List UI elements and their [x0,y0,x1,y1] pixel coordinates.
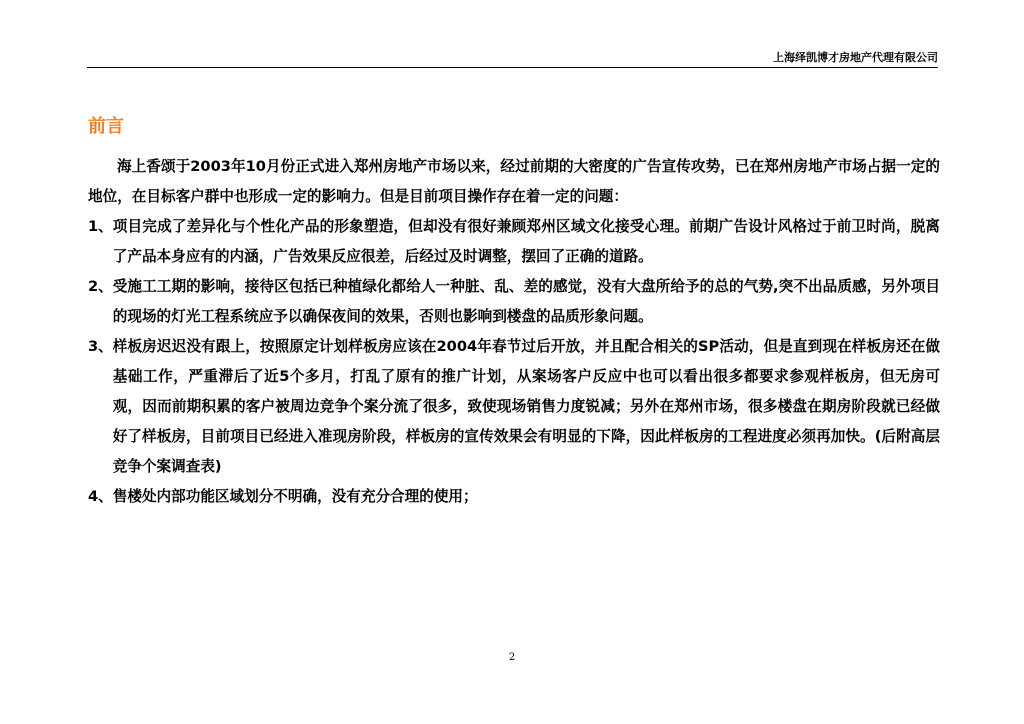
list-item-number: 1、 [88,218,113,235]
list-item-text: 项目完成了差异化与个性化产品的形象塑造，但却没有很好兼顾郑州区域文化接受心理。前期广告设计风格过于前卫时尚，脱离了产品本身应有的内涵，广告效果反应很差，后经过及时调整，摆回了正确的道路。 [112,218,940,265]
list-item-1 [88,212,940,272]
list-item-number: 2、 [88,278,113,295]
list-item-3 [88,332,940,482]
list-item-4 [88,482,940,512]
section-title: 前言 [88,116,124,137]
list-item-text: 样板房迟迟没有跟上，按照原定计划样板房应该在2004年春节过后开放，并且配合相关的SP活动，但是直到现在样板房还在做基础工作，严重滞后了近5个多月，打乱了原有的推广计划，从案场客户反应中也可以看出很多都要求参观样板房，但无房可观，因而前期积累的客户被周边竞争个案分流了很多，致使现场销售力度锐减；另外在郑州市场，很多楼盘在期房阶段就已经做好了样板房，目前项目已经进入准现房阶段，样板房的宣传效果会有明显的下降，因此样板房的工程进度必须再加快。(后附高层竞争个案调查表) [112,338,940,475]
intro-paragraph: 海上香颂于2003年10月份正式进入郑州房地产市场以来，经过前期的大密度的广告宣传攻势，已在郑州房地产市场占据一定的地位，在目标客户群中也形成一定的影响力。但是目前项目操作存在着一定的问题： [88,158,940,205]
list-item-text: 受施工工期的影响，接待区包括已种植绿化都给人一种脏、乱、差的感觉，没有大盘所给予的总的气势,突不出品质感，另外项目的现场的灯光工程系统应予以确保夜间的效果，否则也影响到楼盘的品质形象问题。 [112,278,940,325]
list-item-2 [88,272,940,332]
header-company-name: 上海绎凯博才房地产代理有限公司 [773,51,938,64]
list-item-text: 售楼处内部功能区域划分不明确，没有充分合理的使用； [112,488,478,505]
list-item-number: 3、 [88,338,113,355]
page-number: 2 [508,652,516,663]
list-item-number: 4、 [88,488,113,505]
header-divider [87,67,938,68]
body-text [88,152,940,512]
